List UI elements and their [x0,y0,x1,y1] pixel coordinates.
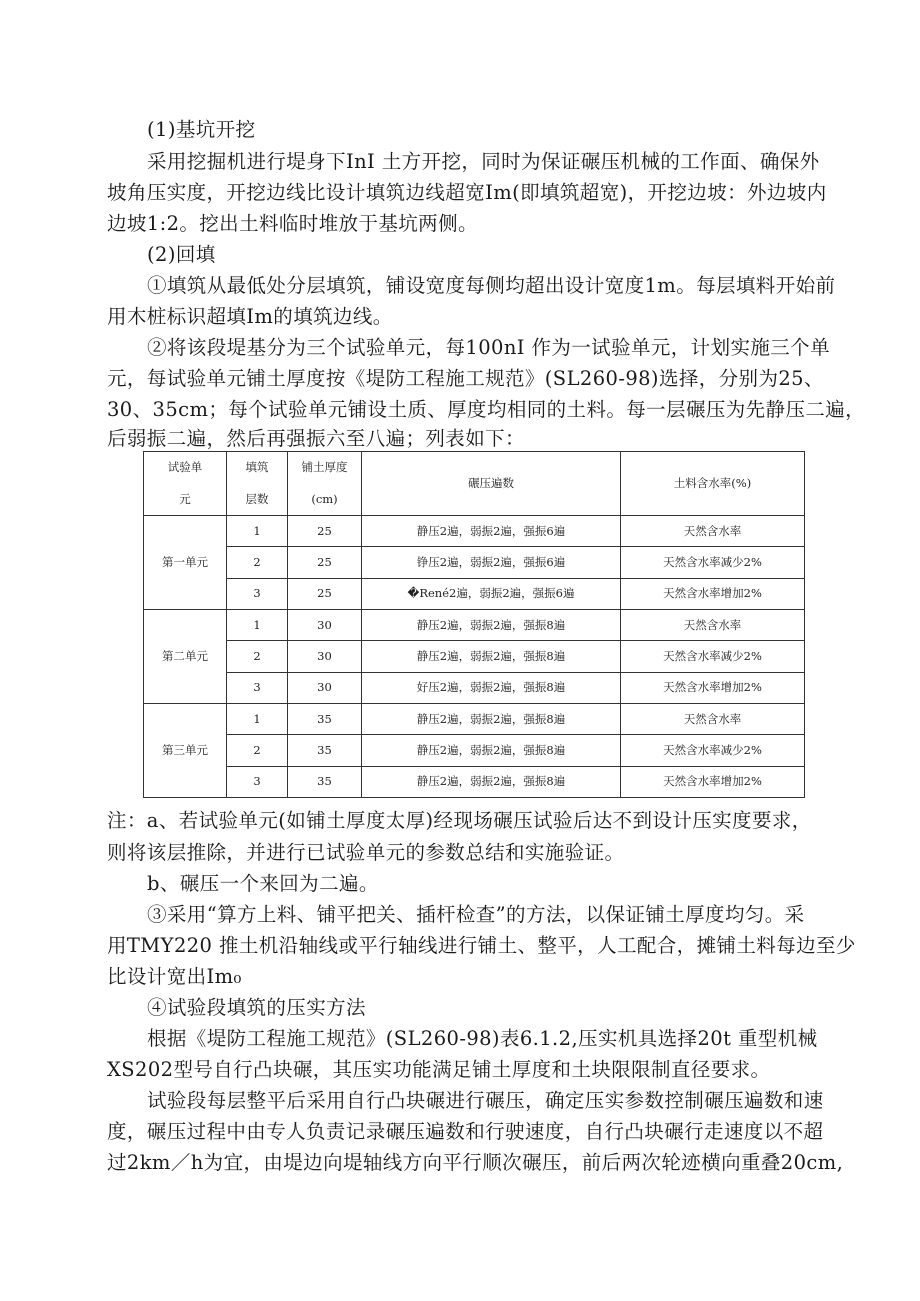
thickness-cell: 35 [288,735,362,766]
paragraph-line: 用TMY220 推土机沿轴线或平行轴线进行铺土、整平，人工配合，摊铺土料每边至少 [107,934,856,957]
moisture-cell: 天然含水率 [621,516,805,547]
layer-cell: 2 [227,547,288,578]
paragraph-line: 用木桩标识超填Im的填筑边线。 [107,305,393,328]
table-row [144,609,805,640]
moisture-cell: 天然含水率减少2% [621,547,805,578]
paragraph-line: 过2km／h为宜，由堤边向堤轴线方向平行顺次碾压，前后两次轮迹横向重叠20cm, [107,1151,844,1174]
paragraph-line: 边坡1:2。挖出土料临时堆放于基坑两侧。 [107,212,478,235]
table-row [144,547,805,578]
table-row [144,703,805,734]
moisture-cell: 天然含水率减少2% [621,641,805,672]
passes-cell: 静压2遍，弱振2遍，强振8遍 [362,735,621,766]
passes-cell: 静压2遍，弱振2遍，强振8遍 [362,766,621,797]
passes-cell: 静压2遍，弱振2遍，强振8遍 [362,703,621,734]
paragraph-line: ②将该段堤基分为三个试验单元，每100nI 作为一试验单元，计划实施三个单 [147,336,830,359]
passes-cell: 静压2遍，弱振2遍，强振6遍 [362,516,621,547]
layer-cell: 3 [227,672,288,703]
header-rolling-passes: 碾压遍数 [362,452,621,516]
table-row [144,735,805,766]
note-line: 则将该层推除，并进行已试验单元的参数总结和实施验证。 [107,841,625,864]
header-soil-thickness: 铺土厚度 (cm) [288,452,362,516]
table-row [144,672,805,703]
layer-cell: 1 [227,609,288,640]
passes-cell: �René2遍，弱振2遍，强振6遍 [362,578,621,609]
moisture-cell: 天然含水率增加2% [621,672,805,703]
paragraph-line: ③采用“算方上料、铺平把关、插杆检查”的方法，以保证铺土厚度均匀。采 [147,903,805,926]
table-header-row [144,452,805,516]
header-fill-layer: 填筑 层数 [227,452,288,516]
moisture-cell: 天然含水率减少2% [621,735,805,766]
passes-cell: 铮压2遍，弱振2遍，强振6遍 [362,547,621,578]
paragraph-line: ①填筑从最低处分层填筑，铺设宽度每侧均超出设计宽度1m。每层填料开始前 [147,274,836,297]
layer-cell: 3 [227,578,288,609]
trial-units-table [143,451,805,798]
paragraph-line: 采用挖掘机进行堤身下InI 土方开挖，同时为保证碾压机械的工作面、确保外 [147,150,820,173]
thickness-cell: 25 [288,516,362,547]
thickness-cell: 25 [288,578,362,609]
table-row [144,641,805,672]
thickness-cell: 35 [288,766,362,797]
passes-cell: 静压2遍，弱振2遍，强振8遍 [362,609,621,640]
note-line: 注：a、若试验单元(如铺土厚度太厚)经现场碾压试验后达不到设计压实度要求， [107,809,812,832]
header-test-unit: 试验单 元 [144,452,227,516]
paragraph-line: 度，碾压过程中由专人负责记录碾压遍数和行驶速度，自行凸块碾行走速度以不超 [107,1120,824,1143]
paragraph-line: 根据《堤防工程施工规范》(SL260-98)表6.1.2,压实机具选择20t 重型机械 [147,1027,818,1050]
paragraph-line: XS202型号自行凸块碾，其压实功能满足铺土厚度和土块限限制直径要求。 [107,1058,771,1081]
paragraph-line: 后弱振二遍，然后再强振六至八遍；列表如下： [107,427,525,450]
thickness-cell: 35 [288,703,362,734]
table-row [144,516,805,547]
unit-cell: 第三单元 [144,703,227,797]
layer-cell: 2 [227,735,288,766]
moisture-cell: 天然含水率增加2% [621,766,805,797]
thickness-cell: 30 [288,672,362,703]
layer-cell: 3 [227,766,288,797]
unit-cell: 第一单元 [144,516,227,610]
layer-cell: 2 [227,641,288,672]
moisture-cell: 天然含水率 [621,609,805,640]
paragraph-line: 30、35cm；每个试验单元铺设土质、厚度均相同的土料。每一层碾压为先静压二遍， [107,398,866,421]
paragraph-line: 元，每试验单元铺土厚度按《堤防工程施工规范》(SL260-98)选择，分别为25、 [107,367,824,390]
thickness-cell: 30 [288,641,362,672]
layer-cell: 1 [227,516,288,547]
paragraph-line: 坡角压实度，开挖边线比设计填筑边线超宽Im(即填筑超宽)，开挖边坡：外边坡内 [107,181,827,204]
thickness-cell: 25 [288,547,362,578]
layer-cell: 1 [227,703,288,734]
note-line: b、碾压一个来回为二遍。 [147,872,379,895]
table-row [144,766,805,797]
passes-cell: 好压2遍，弱振2遍，强振8遍 [362,672,621,703]
paragraph-line: 试验段每层整平后采用自行凸块碾进行碾压，确定压实参数控制碾压遍数和速 [147,1089,824,1112]
unit-cell: 第二单元 [144,609,227,703]
moisture-cell: 天然含水率 [621,703,805,734]
moisture-cell: 天然含水率增加2% [621,578,805,609]
paragraph-line: 比设计宽出Im₀ [107,965,242,988]
heading-foundation-excavation: (1)基坑开挖 [147,118,256,141]
passes-cell: 静压2遍，弱振2遍，强振8遍 [362,641,621,672]
heading-compaction-method: ④试验段填筑的压实方法 [147,996,366,1019]
header-moisture: 土料含水率(%) [621,452,805,516]
thickness-cell: 30 [288,609,362,640]
heading-backfill: (2)回填 [147,243,216,266]
table-row [144,578,805,609]
